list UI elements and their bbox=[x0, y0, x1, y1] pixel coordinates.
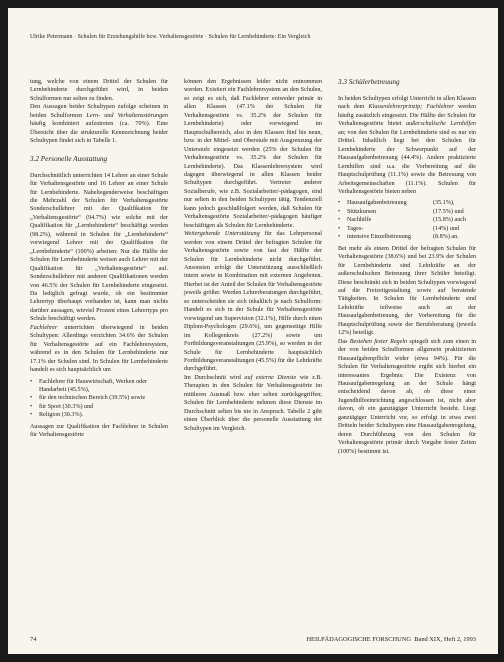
paragraph: können den Ergebnissen leider nicht entnommen werden. Existiert ein Fachlehrersystem an den Schulen, so zeigt es sich, daß Fachlehrer entweder primär in allen Klassen (47.1% der Schulen für Verhaltensgestörte vs. 35.2% der Schulen für Lernbehinderte) oder vorwiegend im Hauptschulbereich, also in den Klassen fünf bis neun, bzw. in der Mittel- und Oberstufe mit Ausgrenzung der Unterstufe eingesetzt werden (25% der Schulen für Verhaltensgestörte vs. 35.2% der Schulen für Lernbehinderte). Das Klassenlehrersystem wird dagegen überwiegend in allen Klassen beider Schultypen durchgeführt. Vertreter anderer Sozialberufe, wie z.B. Sozialarbeiter/-pädagogen, sind nur selten in den beiden Schultypen tätig. Tendenziell kann jedoch geschlußfolgert werden, daß Schulen für Verhaltensgestörte Sozialarbeiter/-pädagogen häufiger beschäftigen als Schulen für Lernbehinderte. bbox=[184, 79, 322, 229]
bullet-icon: • bbox=[30, 412, 33, 419]
journal-citation: HEILPÄDAGOGISCHE FORSCHUNG Band XIX, Heft 2, 1993 bbox=[306, 636, 476, 643]
list-item: • für Sport (30.3%) und bbox=[30, 403, 94, 410]
bullet-icon: • bbox=[338, 200, 341, 207]
bullet-icon: • bbox=[338, 234, 341, 241]
paragraph: In beiden Schultypen erfolgt Unterricht in allen Klassen nach dem Klassenlehrerprinzip; Fachlehrer werden häufig zusätzlich eingesetzt. Die Hälfte der Schulen für Verhaltensgestörte bietet außerschulische Lernhilfen an; von den Schulen für Lernbehinderte sind es nur ein Drittel. Inhaltlich liegt bei den Schulen für Lernbehinderte der Schwerpunkt auf der Hausaufgabenbetreuung (44.4%). Andere praktizierte Lernhilfen sind u.a. die Vorbereitung auf die Hauptschulprüfung (11.1%) sowie die Betreuung von Arbeitsgemeinschaften (11.1%). Schulen für Verhaltensgestörte bieten neben bbox=[338, 96, 477, 195]
bullet-icon: • bbox=[30, 403, 33, 410]
text-column-1 bbox=[30, 78, 168, 440]
list-item: • für den technischen Bereich (39.5%) sowie bbox=[30, 395, 146, 402]
list-item: • Stützkursen (17.5%) und bbox=[338, 208, 464, 215]
paragraph: Das Bestehen fester Regeln spiegelt sich zum einen in der von beiden Schulformen allgemein praktizierten Hausaufgabenpflicht wider (etwa 94%). Für die Schulen für Verhaltensgestörte ergibt sich hierbei ein interessantes Ergebnis: Die Existenz von Hausaufgabenregelung an der Schule hängt entscheidend davon ab, ob diese einer Jugendhilfeeinrichtung angeschlossen ist, nicht aber davon, ob ein ganztägiger Unterricht besteht. Liegt ganztägiger Unterricht vor, so erfolgt in etwa zwei Dritteln beider Schultypen eine Hausaufgabenregelung, deren Durchführung von den Schulen für Verhaltensgestörte primär durch Vorgabe fester Zeiten (100%) bestimmt ist. bbox=[338, 338, 476, 455]
list-item: • Religion (30.3%). bbox=[30, 412, 84, 419]
paragraph: Aussagen zur Qualifikation der Fachlehrer in Schulen für Verhaltensgestörte bbox=[30, 423, 168, 439]
paragraph: Den Aussagen beider Schultypen zufolge scheinen in beiden Schulformen Lern- und Verhaltensstörungen häufig kombiniert aufzutreten (ca. 70%). Eine Übersicht über die strukturelle Kennzeichnung beider Schultypen findet sich in Tabelle 1. bbox=[30, 104, 168, 145]
paragraph: Weitergehende Unterstützung für das Lehrpersonal werden von einem Drittel der befragten Schulen für Verhaltensgestörte sowie von fast der Hälfte der Schulen für Lernbehinderte nicht durchgeführt. Ansonsten erfolgt die Unterstützung ausschließlich intern sowie in Kombination mit externen Angeboten. Hierbei ist der Anteil der Schulen für Verhaltensgestörte jeweils größer. Werden Lehrerberatungen durchgeführt, so unterscheiden sie sich inhaltlich je nach Schulform: Handelt es sich in der Schule für Verhaltensgestörte vorwiegend um Supervision (32.1%), Hilfe durch einen Diplom-Psychologen (29.6%), um gegenseitige Hilfe im Kollegenkreis (27.2%) sowie um Fortbildungsveranstaltungen (25.9%), so werden in der Schule für Lernbehinderte hauptsächlich Fortbildungsveranstaltungen (45.5%) für die Lehrkräfte durchgeführt. bbox=[184, 231, 322, 373]
list-item: • Hausaufgabenbetreuung (35.1%), bbox=[338, 200, 455, 207]
paragraph: tung, welche von einem Drittel der Schulen für Lernbehinderte durchgeführt wird, in beiden Schulformen nur selten zu finden. bbox=[30, 79, 168, 102]
bullet-icon: • bbox=[338, 217, 341, 224]
paragraph: Fachlehrer unterrichten überwiegend in beiden Schultypen: Allerdings verzichten 34.6% der Schulen für Verhaltensgestörte auf ein Fachlehrersystem, während es in den Schulen für Lernbehinderte nur 17.1% der Schulen sind. In Schulen für Lernbehinderte handelt es sich hauptsächlich um bbox=[30, 324, 168, 374]
list-item: • intensive Einzelbetreuung (8.8%) an. bbox=[338, 234, 459, 241]
bullet-list-fachlehrer bbox=[30, 378, 168, 420]
text-column-2 bbox=[184, 78, 322, 433]
list-item: • Nachhilfe (15.8%) auch bbox=[338, 217, 467, 224]
running-head: Ulrike Petermann · Schulen für Erziehungshilfe bzw. Verhaltensgestörte · Schulen für Lernbehinderte: Ein Vergleich bbox=[30, 34, 311, 40]
bullet-icon: • bbox=[338, 208, 341, 215]
section-heading-schuelerbetreuung: 3.3 Schülerbetreuung bbox=[338, 78, 400, 86]
journal-page bbox=[8, 8, 498, 654]
paragraph: Bei mehr als einem Drittel der befragten Schulen für Verhaltensgestörte (38.6%) und bei 23.9% der Schulen für Lernbehinderte sind Lehrkräfte an der außerschulischen Betreuung ihrer Schüler beteiligt. Diese beschränkt sich in beiden Schultypen vorwiegend auf die Freizeitgestaltung sowie auf beratende Tätigkeiten. In Schulen für Lernbehinderte sind Lehrkräfte teilweise auch an der Hausaufgabenbetreuung, der Vorbereitung für die Hauptschulprüfung sowie der Berufsberatung (jeweils 12%) beteiligt. bbox=[338, 245, 476, 337]
list-item: • Tages- (14%) und bbox=[338, 225, 460, 232]
page-number: 74 bbox=[30, 636, 37, 643]
paragraph: Durchschnittlich unterrichten 14 Lehrer an einer Schule für Verhaltensgestörte und 16 Lehrer an einer Schule für Lernbehinderte. Naheliegenderweise beschäftigen die Mehrzahl der Schulen für Verhaltensgestörte Sonderschullehrer mit der Qualifikation für „Verhaltensgestörte“ (94.7%) wie solche mit der Qualifikation für „Lernbehinderte“ beschäftigt werden (98.2%), während in Schulen für „Lernbehinderte“ vorwiegend Lehrer mit der Qualifikation für „Lernbehinderte“ (100%) arbeiten: Nur die Hälfte der Schulen für Lernbehinderte weisen auch Lehrer mit der Qualifikation für „Verhaltensgestörte“ auf. Sonderschullehrer mit anderen Qualifikationen werden von 46.5% der Schulen für Lernbehinderte eingesetzt. Da lediglich gefragt wurde, ob ein bestimmter Lehrertyp überhaupt vorhanden ist, kann man nichts darüber aussagen, wieviel Prozent eines Lehrertyps pro Schule beschäftigt werden. bbox=[30, 172, 168, 323]
list-item: • Fachlehrer für Hauswirtschaft, Werken oder Handarbeit (45.5%), bbox=[30, 378, 148, 393]
bullet-icon: • bbox=[338, 225, 341, 232]
bullet-icon: • bbox=[30, 378, 33, 385]
bullet-icon: • bbox=[30, 395, 33, 402]
section-heading-personelle-ausstattung: 3.2 Personelle Ausstattung bbox=[30, 154, 108, 163]
text-column-3 bbox=[338, 78, 476, 456]
paragraph: Im Durchschnitt wird auf externe Dienste wie z.B. Therapien in den Schulen für Verhaltensgestörte im mittleren Ausmaß bzw. eher selten zurückgegriffen; Schulen für Lernbehinderte nehmen diese Dienste im Durchschnitt selten bis nie in Anspruch. Tabelle 2 gibt einen Überblick über die personelle Ausstattung der Schultypen im Vergleich. bbox=[184, 374, 323, 432]
bullet-list-lernhilfen bbox=[338, 199, 476, 241]
